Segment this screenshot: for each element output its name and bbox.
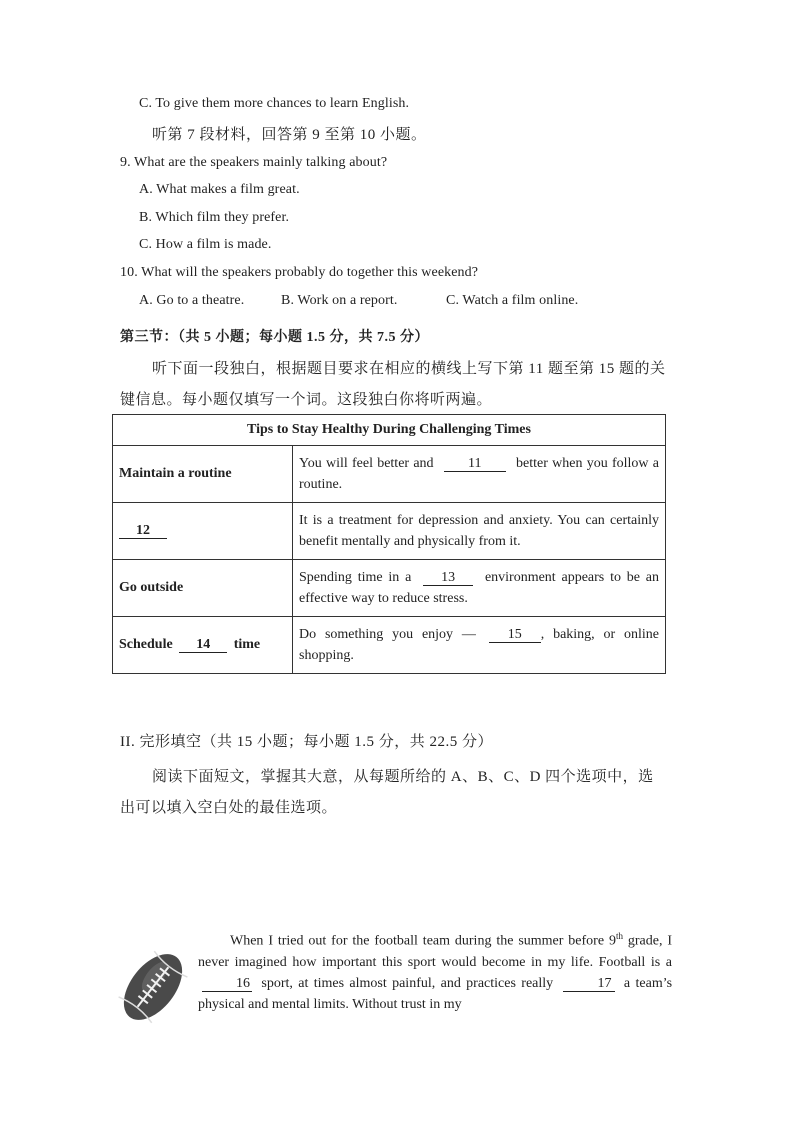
row-label — [113, 503, 293, 560]
blank-14: 14 — [179, 637, 227, 653]
blank-11: 11 — [444, 456, 506, 472]
cloze-instruction-line2: 出可以填入空白处的最佳选项。 — [120, 800, 338, 816]
row-label: Go outside — [113, 560, 293, 617]
passage-part1: When I tried out for the football team during the summer before 9 — [230, 933, 616, 949]
cloze-heading: II. 完形填空（共 15 小题；每小题 1.5 分，共 22.5 分） — [120, 734, 493, 750]
table-row — [113, 446, 666, 503]
q10-option-a: A. Go to a theatre. — [139, 293, 245, 308]
tips-table — [112, 414, 666, 674]
label-before: Schedule — [119, 637, 173, 652]
label-after: time — [233, 637, 261, 652]
passage-paragraph — [198, 926, 672, 1015]
cloze-passage — [198, 926, 672, 1015]
section3-instruction-line2: 键信息。每小题仅填写一个词。这段独白你将听两遍。 — [120, 392, 493, 408]
q9-option-c: C. How a film is made. — [139, 237, 272, 252]
text-after: environment appears to be an effective way to reduce stress. — [299, 570, 660, 606]
passage-part2: grade, I never imagined how important this sport would become in my life. Football is a — [198, 933, 672, 970]
q9-option-a: A. What makes a film great. — [139, 182, 300, 197]
q10-stem: 10. What will the speakers probably do together this weekend? — [120, 265, 479, 280]
blank-13: 13 — [423, 570, 473, 586]
text-after: better when you follow a routine. — [299, 456, 659, 492]
table-row — [113, 617, 666, 674]
q8-option-c: C. To give them more chances to learn English. — [139, 96, 410, 111]
text-after: , baking, or online shopping. — [299, 627, 660, 663]
row-text: It is a treatment for depression and anxiety. You can certainly benefit mentally and physically from it. — [293, 503, 666, 560]
table-row — [113, 503, 666, 560]
text-before: You will feel better and — [299, 456, 434, 471]
text-before: Spending time in a — [299, 570, 412, 585]
row-text — [293, 446, 666, 503]
text-before: Do something you enjoy — — [299, 627, 476, 642]
blank-16: 16 — [202, 976, 252, 992]
blank-12: 12 — [119, 523, 167, 539]
american-football-icon — [118, 948, 188, 1026]
passage7-instruction: 听第 7 段材料，回答第 9 至第 10 小题。 — [152, 127, 427, 143]
section3-instruction-line1: 听下面一段独白，根据题目要求在相应的横线上写下第 11 题至第 15 题的关 — [152, 361, 666, 377]
row-label: Maintain a routine — [113, 446, 293, 503]
passage-part4: a team’s physical and mental limits. Without trust in my — [198, 975, 673, 1012]
q10-option-b: B. Work on a report. — [281, 293, 398, 308]
passage-part3: sport, at times almost painful, and practices really — [261, 975, 554, 991]
table-row — [113, 560, 666, 617]
table-title: Tips to Stay Healthy During Challenging Times — [113, 415, 666, 446]
cloze-instruction-line1: 阅读下面短文，掌握其大意，从每题所给的 A、B、C、D 四个选项中，选 — [152, 769, 654, 785]
q9-stem: 9. What are the speakers mainly talking about? — [120, 155, 388, 170]
row-text — [293, 617, 666, 674]
blank-15: 15 — [489, 627, 541, 643]
blank-17: 17 — [563, 976, 615, 992]
q10-option-c: C. Watch a film online. — [446, 293, 579, 308]
section3-heading: 第三节：（共 5 小题；每小题 1.5 分，共 7.5 分） — [120, 330, 429, 345]
row-label — [113, 617, 293, 674]
q9-option-b: B. Which film they prefer. — [139, 210, 290, 225]
ordinal-superscript: th — [615, 931, 623, 941]
row-text — [293, 560, 666, 617]
